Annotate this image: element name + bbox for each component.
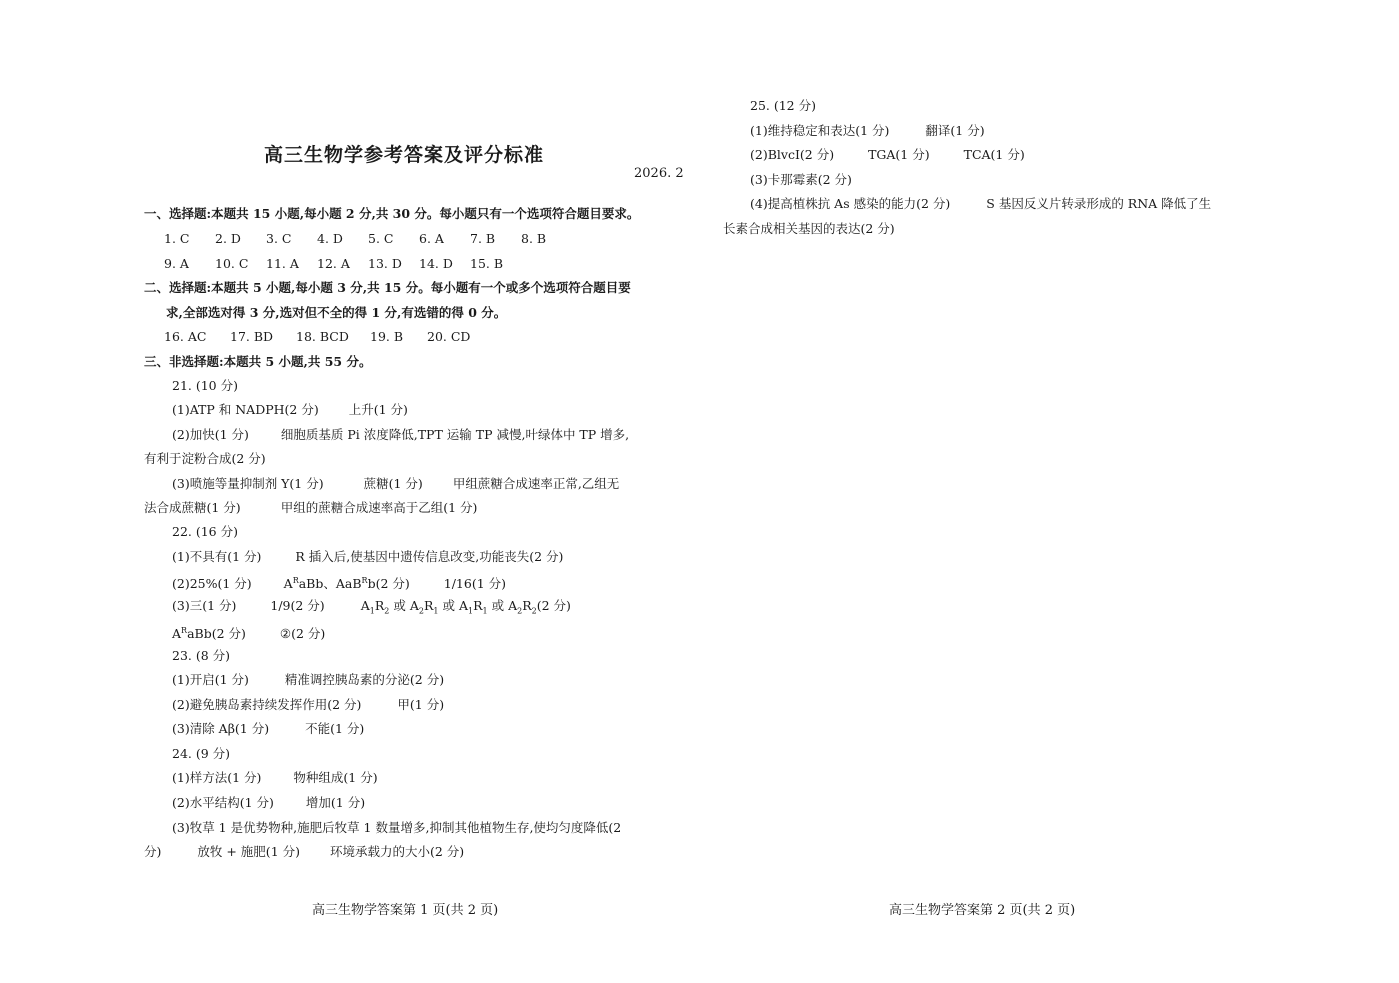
- answer-text: 翻译(1 分): [925, 123, 985, 138]
- q22-heading: 22. (16 分): [172, 524, 238, 539]
- genotype: $A^RaBb$、AaB$^R$b(2 分): [283, 576, 410, 592]
- mc-answers-row-2: [164, 256, 503, 272]
- answer-text: (2)BlvcⅠ(2 分): [750, 147, 835, 162]
- page-footer: 高三生物学答案第 1 页(共 2 页): [312, 903, 499, 918]
- genotype-options: $A_1R_2$ 或 $A_2R_1$ 或 $A_1R_1$ 或 $A_2R_2(2$ 分): [360, 598, 571, 616]
- answer-text: 1/9(2 分): [270, 598, 325, 613]
- q25-answer-4-cont: 长素合成相关基因的表达(2 分): [723, 221, 895, 236]
- answer-text: (3)三(1 分): [172, 598, 237, 613]
- answer-item: 20. CD: [427, 329, 471, 344]
- answer-item: 6. A: [419, 231, 444, 246]
- q22-answer-3-cont: [172, 623, 325, 642]
- answer-item: 18. BCD: [296, 329, 349, 344]
- answer-text: 分): [144, 844, 162, 859]
- answer-text: TGA(1 分): [868, 147, 930, 162]
- answer-text: (1)开启(1 分): [172, 672, 249, 687]
- answer-item: 13. D: [368, 256, 402, 271]
- answer-item: 2. D: [215, 231, 241, 246]
- answer-text: (2)25%(1 分): [172, 576, 252, 592]
- q23-answer-3: [172, 721, 364, 737]
- section-3-heading: 三、非选择题:本题共 5 小题,共 55 分。: [144, 354, 372, 369]
- q24-heading: 24. (9 分): [172, 746, 231, 761]
- mc-answers-row-1: [164, 231, 546, 247]
- q24-answer-3-cont: [144, 844, 464, 860]
- q21-heading: 21. (10 分): [172, 378, 238, 393]
- answer-text: (1)维持稳定和表达(1 分): [750, 123, 890, 138]
- answer-text: 不能(1 分): [305, 721, 365, 736]
- page-title: 高三生物学参考答案及评分标准: [264, 144, 545, 166]
- section-2-heading-line-1: 二、选择题:本题共 5 小题,每小题 3 分,共 15 分。每小题有一个或多个选项符合题目要: [144, 280, 631, 295]
- answer-text: 精准调控胰岛素的分泌(2 分): [284, 672, 445, 687]
- q21-answer-2-cont: 有利于淀粉合成(2 分): [144, 451, 266, 466]
- answer-text: 甲组蔗糖合成速率正常,乙组无: [452, 476, 620, 491]
- answer-text: R 插入后,使基因中遗传信息改变,功能丧失(2 分): [295, 549, 564, 564]
- q23-answer-2: [172, 697, 444, 713]
- answer-text: 甲(1 分): [397, 697, 445, 712]
- answer-item: 17. BD: [230, 329, 274, 344]
- answer-item: 16. AC: [164, 329, 207, 344]
- genotype: $A^RaBb(2$ 分): [172, 626, 246, 642]
- answer-item: 19. B: [370, 329, 404, 344]
- q22-answer-1: [172, 549, 563, 565]
- answer-item: 8. B: [521, 231, 547, 246]
- answer-item: 11. A: [266, 256, 299, 271]
- answer-item: 3. C: [266, 231, 292, 246]
- answer-item: 4. D: [317, 231, 343, 246]
- answer-text: 环境承载力的大小(2 分): [330, 844, 465, 859]
- answer-text: 法合成蔗糖(1 分): [144, 500, 241, 515]
- answer-text: 蔗糖(1 分): [363, 476, 423, 491]
- answer-item: 5. C: [368, 231, 394, 246]
- answer-text: (1)ATP 和 NADPH(2 分): [172, 402, 319, 417]
- q25-answer-4: [750, 196, 1211, 212]
- answer-text: (2)水平结构(1 分): [172, 795, 274, 810]
- answer-text: ②(2 分): [279, 626, 326, 642]
- q21-answer-3-cont: [144, 500, 477, 516]
- answer-text: (2)加快(1 分): [172, 427, 249, 442]
- answer-text: 增加(1 分): [305, 795, 366, 810]
- answer-text: 放牧 + 施肥(1 分): [197, 844, 300, 859]
- q21-answer-2: [172, 427, 629, 443]
- answer-text: (3)喷施等量抑制剂 Y(1 分): [172, 476, 324, 491]
- q21-answer-1: [172, 402, 408, 418]
- answer-item: 9. A: [164, 256, 189, 271]
- q21-answer-3: [172, 476, 619, 492]
- answer-text: S 基因反义片转录形成的 RNA 降低了生: [986, 196, 1212, 211]
- answer-item: 14. D: [419, 256, 453, 271]
- q22-answer-3: [172, 598, 571, 620]
- answer-text: (1)样方法(1 分): [172, 770, 262, 785]
- answer-text: (4)提高植株抗 As 感染的能力(2 分): [750, 196, 951, 211]
- q22-answer-2: [172, 573, 506, 592]
- answer-text: 上升(1 分): [348, 402, 408, 417]
- answer-item: 1. C: [164, 231, 190, 246]
- answer-page-2: [700, 0, 1399, 983]
- answer-text: (2)避免胰岛素持续发挥作用(2 分): [172, 697, 362, 712]
- answer-text: (3)清除 Aβ(1 分): [172, 721, 270, 736]
- q24-answer-1: [172, 770, 378, 786]
- section-2-heading-line-2: 求,全部选对得 3 分,选对但不全的得 1 分,有选错的得 0 分。: [166, 305, 507, 320]
- answer-item: 15. B: [470, 256, 504, 271]
- q23-answer-1: [172, 672, 444, 688]
- q23-heading: 23. (8 分): [172, 648, 231, 663]
- q25-answer-3: (3)卡那霉素(2 分): [750, 172, 852, 187]
- q24-answer-2: [172, 795, 365, 811]
- q25-heading: 25. (12 分): [750, 98, 816, 113]
- answer-text: 1/16(1 分): [443, 576, 507, 592]
- answer-item: 7. B: [470, 231, 496, 246]
- section-1-heading: 一、选择题:本题共 15 小题,每小题 2 分,共 30 分。每小题只有一个选项符合题目要求。: [144, 206, 640, 221]
- answer-text: TCA(1 分): [963, 147, 1025, 162]
- date: 2026. 2: [634, 166, 684, 181]
- answer-text: (1)不具有(1 分): [172, 549, 262, 564]
- page-footer: 高三生物学答案第 2 页(共 2 页): [889, 903, 1076, 918]
- answer-item: 12. A: [317, 256, 350, 271]
- answer-text: 物种组成(1 分): [293, 770, 378, 785]
- answer-text: 细胞质基质 Pi 浓度降低,TPT 运输 TP 减慢,叶绿体中 TP 增多,: [280, 427, 630, 442]
- q24-answer-3: (3)牧草 1 是优势物种,施肥后牧草 1 数量增多,抑制其他植物生存,使均匀度降低(2: [172, 820, 622, 835]
- q25-answer-2: [750, 147, 1025, 163]
- mc-answers-row-3: [164, 329, 470, 345]
- answer-text: 甲组的蔗糖合成速率高于乙组(1 分): [280, 500, 478, 515]
- q25-answer-1: [750, 123, 985, 139]
- answer-item: 10. C: [215, 256, 249, 271]
